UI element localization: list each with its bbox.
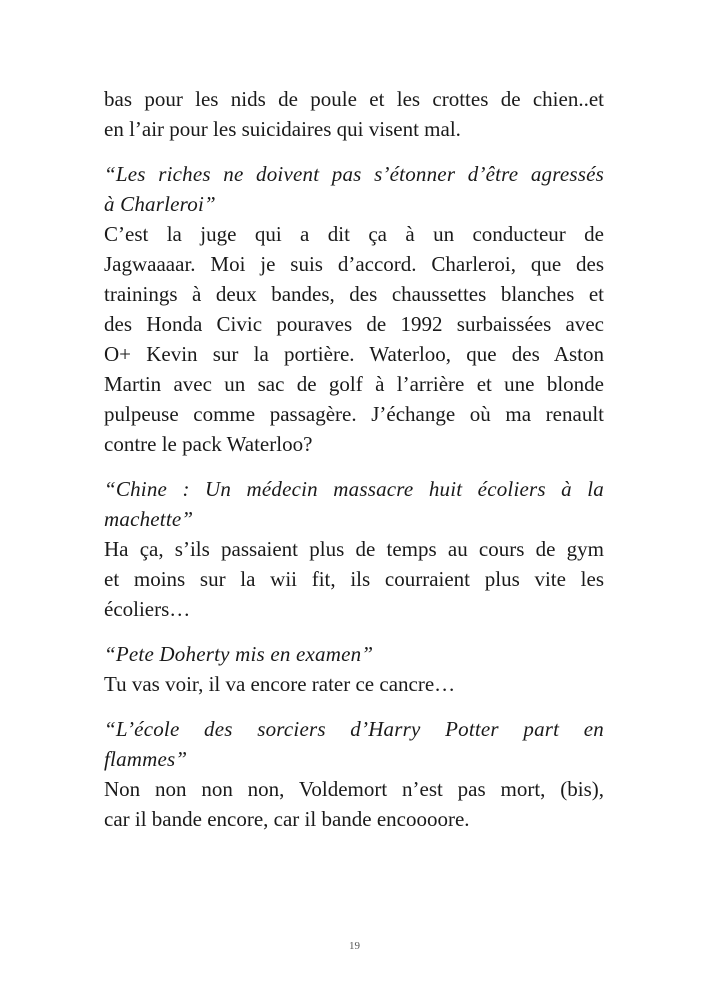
headline-quote: “Les riches ne doivent pas s’étonner d’être agressés (104, 162, 604, 186)
paragraph-chine (104, 474, 604, 624)
text-line: contre le pack Waterloo? (104, 432, 313, 456)
text-line: O+ Kevin sur la portière. Waterloo, que des Aston (104, 342, 604, 366)
headline-quote: machette” (104, 507, 194, 531)
paragraph-doherty (104, 639, 604, 699)
text-line: Martin avec un sac de golf à l’arrière et une blonde (104, 372, 604, 396)
text-line: Ha ça, s’ils passaient plus de temps au cours de gym (104, 537, 604, 561)
headline-quote: “Chine : Un médecin massacre huit écoliers à la (104, 477, 604, 501)
text-line: C’est la juge qui a dit ça à un conducteur de (104, 222, 604, 246)
paragraph-harry-potter (104, 714, 604, 834)
text-line: Tu vas voir, il va encore rater ce cancre… (104, 672, 456, 696)
page-number: 19 (349, 940, 360, 952)
text-line: des Honda Civic pouraves de 1992 surbaissées avec (104, 312, 604, 336)
text-line: car il bande encore, car il bande encoooore. (104, 807, 470, 831)
text-line: Non non non non, Voldemort n’est pas mort, (bis), (104, 777, 604, 801)
text-line: bas pour les nids de poule et les crottes de chien..et (104, 87, 604, 111)
text-line: trainings à deux bandes, des chaussettes blanches et (104, 282, 604, 306)
headline-quote: “L’école des sorciers d’Harry Potter part en (104, 717, 604, 741)
paragraph-intro (104, 84, 604, 144)
text-line: pulpeuse comme passagère. J’échange où ma renault (104, 402, 604, 426)
text-line: écoliers… (104, 597, 191, 621)
paragraph-charleroi (104, 159, 604, 459)
headline-quote: flammes” (104, 747, 188, 771)
headline-quote: à Charleroi” (104, 192, 216, 216)
headline-quote: “Pete Doherty mis en examen” (104, 642, 374, 666)
text-line: et moins sur la wii fit, ils courraient plus vite les (104, 567, 604, 591)
text-line: en l’air pour les suicidaires qui visent mal. (104, 117, 461, 141)
text-line: Jagwaaaar. Moi je suis d’accord. Charleroi, que des (104, 252, 604, 276)
document-body (104, 84, 604, 834)
